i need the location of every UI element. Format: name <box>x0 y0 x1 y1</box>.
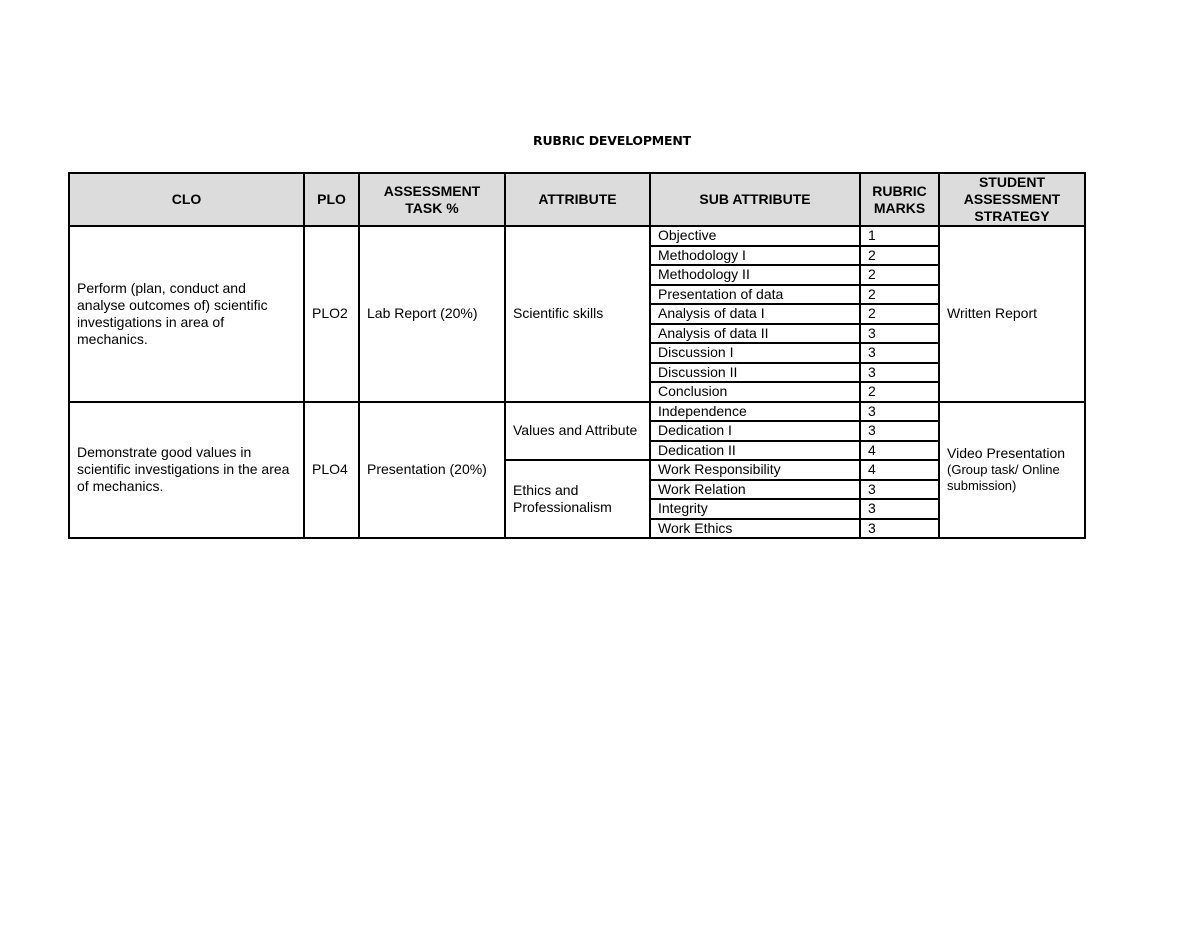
rubric-mark-cell: 1 <box>860 226 939 246</box>
sub-attribute-cell: Analysis of data I <box>650 304 860 324</box>
sub-attribute-cell: Integrity <box>650 499 860 519</box>
rubric-mark-cell: 3 <box>860 324 939 344</box>
rubric-mark-cell: 3 <box>860 499 939 519</box>
table-row <box>69 226 1085 246</box>
rubric-mark-cell: 2 <box>860 304 939 324</box>
sub-attribute-cell: Analysis of data II <box>650 324 860 344</box>
rubric-mark-cell: 4 <box>860 460 939 480</box>
clo-cell: Perform (plan, conduct and analyse outcomes of) scientific investigations in area of mechanics. <box>69 226 304 402</box>
rubric-mark-cell: 3 <box>860 421 939 441</box>
sub-attribute-cell: Methodology II <box>650 265 860 285</box>
rubric-mark-cell: 2 <box>860 246 939 266</box>
sub-attribute-cell: Independence <box>650 402 860 422</box>
strategy-title: Video Presentation <box>947 445 1066 462</box>
plo-cell: PLO4 <box>304 402 359 539</box>
rubric-mark-cell: 2 <box>860 265 939 285</box>
rubric-mark-cell: 4 <box>860 441 939 461</box>
strategy-note: (Group task/ Online submission) <box>947 462 1060 494</box>
rubric-mark-cell: 2 <box>860 382 939 402</box>
rubric-mark-cell: 2 <box>860 285 939 305</box>
strategy-cell: Written Report <box>939 226 1085 402</box>
sub-attribute-cell: Presentation of data <box>650 285 860 305</box>
attribute-cell: Values and Attribute <box>505 402 650 461</box>
header-rubric-marks: RUBRIC MARKS <box>860 173 939 226</box>
header-row <box>69 173 1085 226</box>
sub-attribute-cell: Dedication I <box>650 421 860 441</box>
header-clo: CLO <box>69 173 304 226</box>
sub-attribute-cell: Dedication II <box>650 441 860 461</box>
rubric-mark-cell: 3 <box>860 519 939 539</box>
sub-attribute-cell: Work Relation <box>650 480 860 500</box>
assessment-task-cell: Presentation (20%) <box>359 402 505 539</box>
attribute-cell: Scientific skills <box>505 226 650 402</box>
table-row <box>69 402 1085 422</box>
rubric-mark-cell: 3 <box>860 363 939 383</box>
sub-attribute-cell: Discussion II <box>650 363 860 383</box>
clo-cell: Demonstrate good values in scientific investigations in the area of mechanics. <box>69 402 304 539</box>
assessment-task-cell: Lab Report (20%) <box>359 226 505 402</box>
attribute-cell: Ethics and Professionalism <box>505 460 650 538</box>
document-title: RUBRIC DEVELOPMENT <box>533 133 691 148</box>
rubric-mark-cell: 3 <box>860 343 939 363</box>
rubric-table <box>68 172 1086 539</box>
header-attribute: ATTRIBUTE <box>505 173 650 226</box>
header-plo: PLO <box>304 173 359 226</box>
header-student-assessment-strategy: STUDENT ASSESSMENT STRATEGY <box>939 173 1085 226</box>
sub-attribute-cell: Objective <box>650 226 860 246</box>
strategy-cell <box>939 402 1085 539</box>
rubric-mark-cell: 3 <box>860 402 939 422</box>
plo-cell: PLO2 <box>304 226 359 402</box>
sub-attribute-cell: Work Ethics <box>650 519 860 539</box>
sub-attribute-cell: Discussion I <box>650 343 860 363</box>
sub-attribute-cell: Methodology I <box>650 246 860 266</box>
rubric-mark-cell: 3 <box>860 480 939 500</box>
header-sub-attribute: SUB ATTRIBUTE <box>650 173 860 226</box>
sub-attribute-cell: Work Responsibility <box>650 460 860 480</box>
header-assessment-task: ASSESSMENT TASK % <box>359 173 505 226</box>
sub-attribute-cell: Conclusion <box>650 382 860 402</box>
